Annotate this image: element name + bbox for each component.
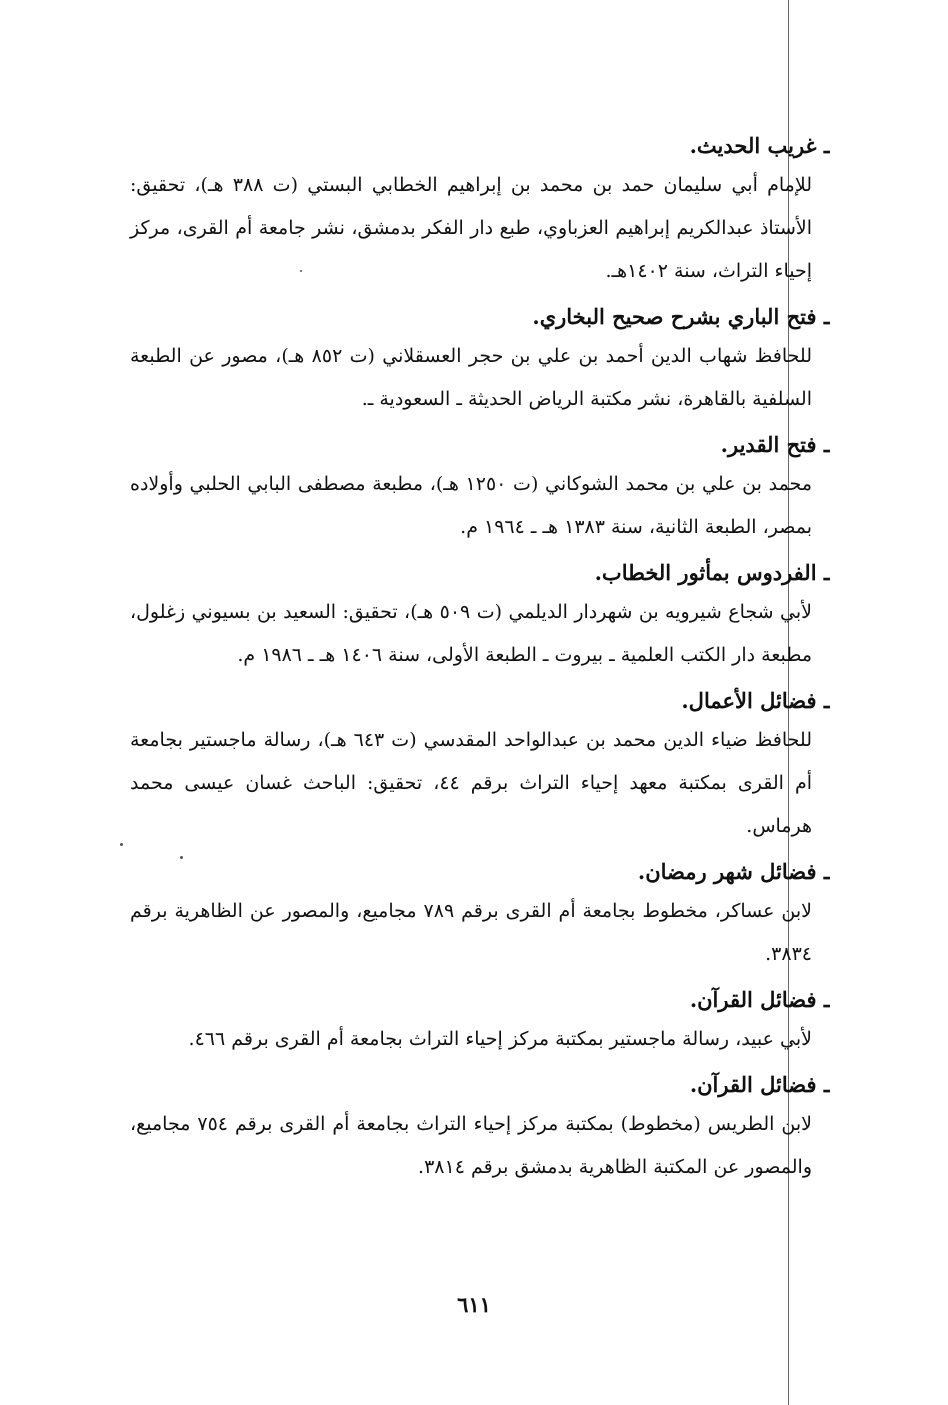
entry-title: ـ الفردوس بمأثور الخطاب. bbox=[594, 560, 830, 585]
entry-title: ـ غريب الحديث. bbox=[689, 133, 830, 158]
entry-description: للإمام أبي سليمان حمد بن محمد بن إبراهيم الخطابي البستي (ت ٣٨٨ هـ)، تحقيق: الأستاذ عبدالكريم إبراهيم العزباوي، طبع دار الفكر بدمشق، نشر جامعة أم القرى، مركز إحياء التراث، سنة ١٤٠٢هـ. bbox=[130, 174, 812, 282]
bibliography-entry bbox=[130, 299, 830, 421]
bibliography-entry bbox=[130, 1067, 830, 1189]
bibliography-entry bbox=[130, 854, 830, 976]
bibliography-entry bbox=[130, 555, 830, 677]
page-number: ٦١١ bbox=[457, 1292, 491, 1317]
bibliography-entry bbox=[130, 982, 830, 1061]
bibliography-entry bbox=[130, 128, 830, 293]
entry-description: للحافظ شهاب الدين أحمد بن علي بن حجر العسقلاني (ت ٨٥٢ هـ)، مصور عن الطبعة السلفية بالقاهرة، نشر مكتبة الرياض الحديثة ـ السعودية ـ. bbox=[130, 345, 812, 410]
entry-description: لأبي عبيد، رسالة ماجستير بمكتبة مركز إحياء التراث بجامعة أم القرى برقم ٤٦٦. bbox=[188, 1028, 812, 1050]
entry-description: لابن عساكر، مخطوط بجامعة أم القرى برقم ٧٨٩ مجاميع، والمصور عن الظاهرية برقم ٣٨٣٤. bbox=[130, 900, 812, 965]
bibliography-entry bbox=[130, 427, 830, 549]
entry-description: لابن الطريس (مخطوط) بمكتبة مركز إحياء التراث بجامعة أم القرى برقم ٧٥٤ مجاميع، والمصور عن المكتبة الظاهرية بدمشق برقم ٣٨١٤. bbox=[130, 1113, 812, 1178]
entry-title: ـ فضائل القرآن. bbox=[689, 987, 830, 1012]
scan-speck bbox=[120, 843, 123, 846]
entry-title: ـ فتح القدير. bbox=[720, 432, 830, 457]
bibliography-list bbox=[130, 128, 830, 1195]
entry-title: ـ فضائل الأعمال. bbox=[681, 688, 830, 713]
bibliography-entry bbox=[130, 683, 830, 848]
entry-description: لأبي شجاع شيرويه بن شهردار الديلمي (ت ٥٠٩ هـ)، تحقيق: السعيد بن بسيوني زغلول، مطبعة دار الكتب العلمية ـ بيروت ـ الطبعة الأولى، سنة ١٤٠٦ هـ ـ ١٩٨٦ م. bbox=[130, 601, 812, 666]
entry-description: محمد بن علي بن محمد الشوكاني (ت ١٢٥٠ هـ)، مطبعة مصطفى البابي الحلبي وأولاده بمصر، الطبعة الثانية، سنة ١٣٨٣ هـ ـ ١٩٦٤ م. bbox=[130, 473, 812, 538]
entry-title: ـ فتح الباري بشرح صحيح البخاري. bbox=[532, 304, 830, 329]
entry-title: ـ فضائل القرآن. bbox=[689, 1072, 830, 1097]
entry-title: ـ فضائل شهر رمضان. bbox=[637, 859, 830, 884]
entry-description: للحافظ ضياء الدين محمد بن عبدالواحد المقدسي (ت ٦٤٣ هـ)، رسالة ماجستير بجامعة أم القرى بمكتبة معهد إحياء التراث برقم ٤٤، تحقيق: الباحث غسان عيسى محمد هرماس. bbox=[130, 729, 812, 837]
